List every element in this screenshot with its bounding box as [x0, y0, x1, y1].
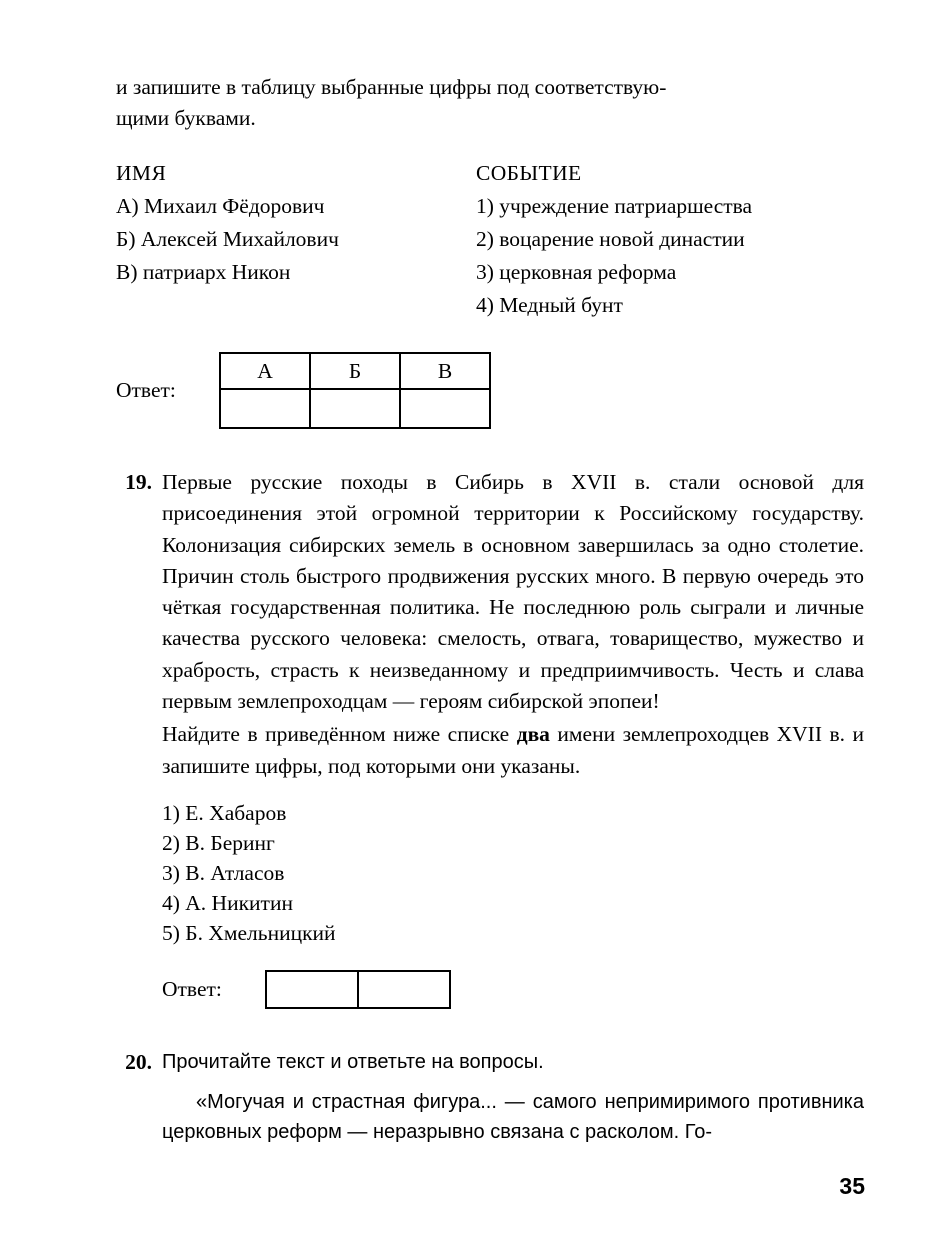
option-item[interactable]: 5) Б. Хмельницкий	[162, 920, 336, 945]
answer-input-cell[interactable]	[358, 971, 450, 1008]
option-item[interactable]: 2) В. Беринг	[162, 830, 275, 855]
name-item: А) Михаил Фёдорович	[116, 194, 325, 218]
intro-line-2: щими буквами.	[116, 106, 256, 130]
task-20-prompt: Прочитайте текст и ответьте на вопросы.	[162, 1050, 544, 1073]
events-column-header: СОБЫТИЕ	[476, 161, 582, 185]
task-19-body	[162, 467, 864, 1009]
intro-line-1: и запишите в таблицу выбранные цифры под соответствую-	[116, 75, 667, 99]
event-item: 2) воцарение новой династии	[476, 227, 745, 251]
answer-label: Ответ:	[116, 378, 176, 402]
table-row	[266, 971, 450, 1008]
event-item: 3) церковная реформа	[476, 260, 677, 284]
task-19-options	[162, 798, 864, 948]
table-row	[220, 353, 490, 389]
task-19-question	[162, 719, 864, 782]
event-item: 1) учреждение патриаршества	[476, 194, 753, 218]
option-item[interactable]: 1) Е. Хабаров	[162, 800, 287, 825]
task-19	[116, 467, 864, 1009]
answer-table[interactable]	[219, 352, 491, 429]
name-item: В) патриарх Никон	[116, 260, 291, 284]
task-19-number: 19.	[125, 470, 152, 494]
task-20-quote: «Могучая и страстная фигура... — самого непримиримого противника церковных реформ — неразрывно связана с расколом. Го-	[162, 1090, 864, 1143]
event-item: 4) Медный бунт	[476, 293, 623, 317]
table-row	[220, 389, 490, 428]
task-19-question-part2: имени землепроходцев XVII в. и запишите цифры, под которыми они указаны.	[162, 722, 864, 778]
answer-input-cell[interactable]	[220, 389, 310, 428]
matching-lists	[116, 156, 864, 322]
task-19-question-emphasis: два	[516, 722, 550, 747]
names-column	[116, 156, 476, 322]
answer-header-cell: А	[220, 353, 310, 389]
answer-block-task-19	[162, 970, 864, 1009]
answer-input-cell[interactable]	[400, 389, 490, 428]
answer-input-cell[interactable]	[266, 971, 358, 1008]
answer-label: Ответ:	[162, 976, 222, 1001]
answer-input-cell[interactable]	[310, 389, 400, 428]
option-item[interactable]: 4) А. Никитин	[162, 890, 293, 915]
answer-header-cell: Б	[310, 353, 400, 389]
page-content	[116, 72, 864, 1147]
intro-paragraph	[116, 72, 864, 134]
task-20-body	[162, 1047, 864, 1147]
page-number: 35	[839, 1173, 865, 1199]
task-19-paragraph: Первые русские походы в Сибирь в XVII в. стали основой для присоединения этой огромной территории к Российскому государству. Колонизация сибирских земель в основном завершилась за одно столетие. Причин столь быстрого продвижения русских много. В первую очередь это чёткая государственная политика. Не последнюю роль сыграли и личные качества русского человека: смелость, отвага, товарищество, мужество и храбрость, страсть к неизведанному и предприимчивость. Честь и слава первым землепроходцам — героям сибирской эпопеи!	[162, 470, 864, 714]
answer-header-cell: В	[400, 353, 490, 389]
name-item: Б) Алексей Михайлович	[116, 227, 339, 251]
task-19-question-part1: Найдите в приведённом ниже списке	[162, 722, 517, 747]
answer-table-two-cells[interactable]	[265, 970, 451, 1009]
option-item[interactable]: 3) В. Атласов	[162, 860, 285, 885]
answer-block-matching	[116, 352, 864, 429]
names-column-header: ИМЯ	[116, 161, 167, 185]
task-20-number: 20.	[125, 1049, 152, 1074]
task-20	[116, 1047, 864, 1147]
events-column	[476, 156, 864, 322]
